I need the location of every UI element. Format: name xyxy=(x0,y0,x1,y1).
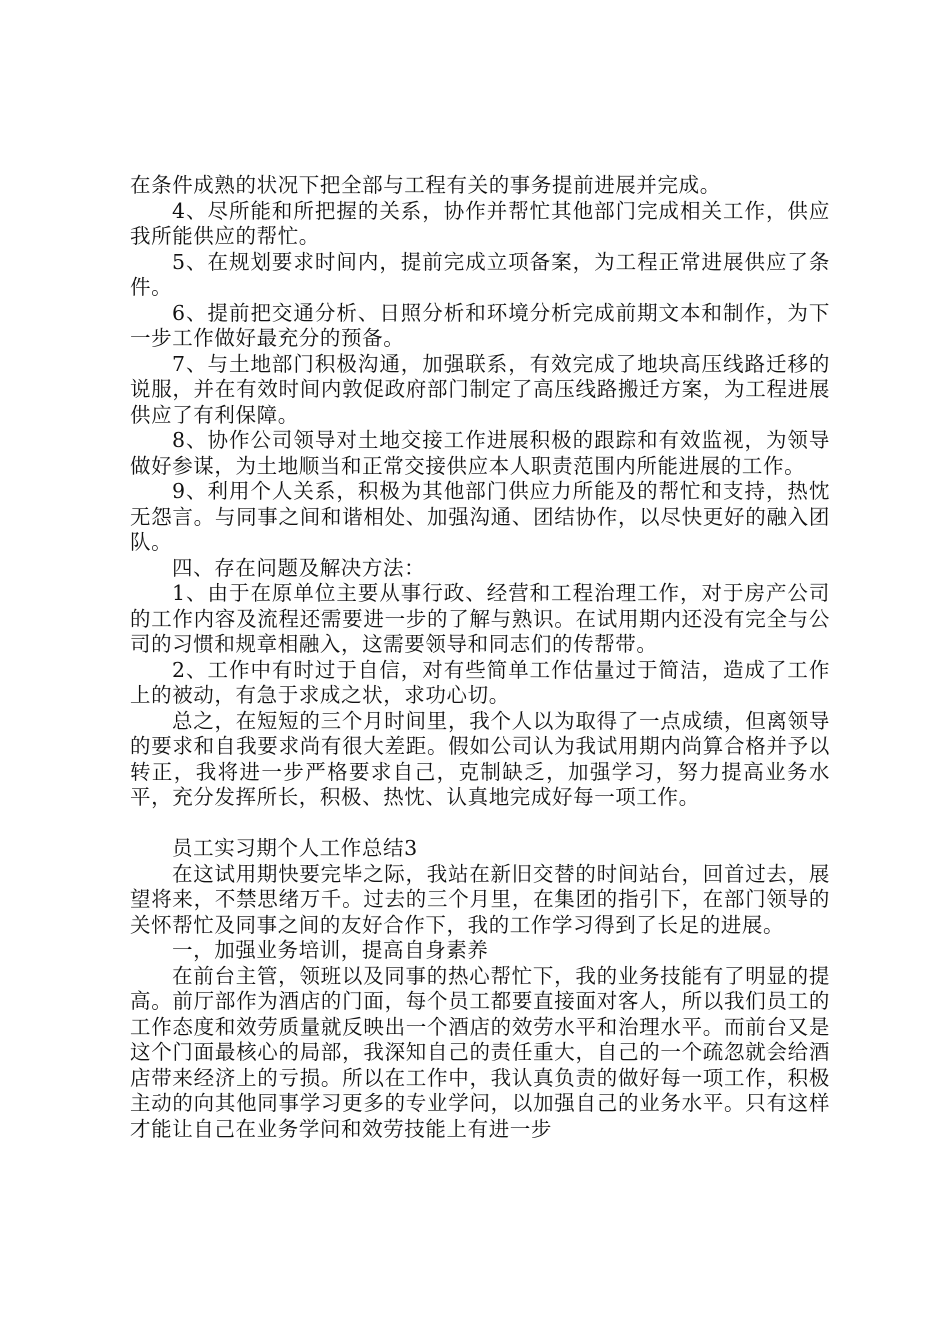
paragraph: 5、在规划要求时间内，提前完成立项备案，为工程正常进展供应了条件。 xyxy=(130,249,830,299)
paragraph: 9、利用个人关系，积极为其他部门供应力所能及的帮忙和支持，热忱无怨言。与同事之间和谐相处、加强沟通、团结协作，以尽快更好的融入团队。 xyxy=(130,479,830,554)
paragraph: 2、工作中有时过于自信，对有些简单工作估量过于简洁，造成了工作上的被动，有急于求成之状，求功心切。 xyxy=(130,657,830,707)
paragraph: 1、由于在原单位主要从事行政、经营和工程治理工作，对于房产公司的工作内容及流程还需要进一步的了解与熟识。在试用期内还没有完全与公司的习惯和规章相融入，这需要领导和同志们的传帮带。 xyxy=(130,581,830,656)
paragraph: 7、与土地部门积极沟通，加强联系，有效完成了地块高压线路迁移的说服，并在有效时间内敦促政府部门制定了高压线路搬迁方案，为工程进展供应了有利保障。 xyxy=(130,351,830,427)
paragraph: 8、协作公司领导对土地交接工作进展积极的跟踪和有效监视，为领导做好参谋，为土地顺当和正常交接供应本人职责范围内所能进展的工作。 xyxy=(130,428,830,478)
section-title: 员工实习期个人工作总结3 xyxy=(172,836,418,860)
paragraph: 在这试用期快要完毕之际，我站在新旧交替的时间站台，回首过去，展望将来，不禁思绪万千。过去的三个月里，在集团的指引下，在部门领导的关怀帮忙及同事之间的友好合作下，我的工作学习得到了长足的进展。 xyxy=(130,861,830,937)
blank-line xyxy=(130,811,830,837)
section-heading: 四、存在问题及解决方法： xyxy=(172,555,426,580)
paragraph: 6、提前把交通分析、日照分析和环境分析完成前期文本和制作，为下一步工作做好最充分的预备。 xyxy=(130,300,830,350)
paragraph: 在前台主管，领班以及同事的热心帮忙下，我的业务技能有了明显的提高。前厅部作为酒店的门面，每个员工都要直接面对客人，所以我们员工的工作态度和效劳质量就反映出一个酒店的效劳水平和治理水平。而前台又是这个门面最核心的局部，我深知自己的责任重大，自己的一个疏忽就会给酒店带来经济上的亏损。所以在工作中，我认真负责的做好每一项工作，积极主动的向其他同事学习更多的专业学问，以加强自己的业务水平。只有这样才能让自己在业务学问和效劳技能上有进一步 xyxy=(130,963,830,1141)
paragraph: 在条件成熟的状况下把全部与工程有关的事务提前进展并完成。 xyxy=(130,173,721,197)
section-heading: 一，加强业务培训，提高自身素养 xyxy=(172,938,489,962)
document-body xyxy=(130,173,830,1142)
paragraph: 4、尽所能和所把握的关系，协作并帮忙其他部门完成相关工作，供应我所能供应的帮忙。 xyxy=(130,198,830,248)
paragraph: 总之，在短短的三个月时间里，我个人以为取得了一点成绩，但离领导的要求和自我要求尚有很大差距。假如公司认为我试用期内尚算合格并予以转正，我将进一步严格要求自己，克制缺乏，加强学习，努力提高业务水平，充分发挥所长，积极、热忱、认真地完成好每一项工作。 xyxy=(130,708,830,809)
